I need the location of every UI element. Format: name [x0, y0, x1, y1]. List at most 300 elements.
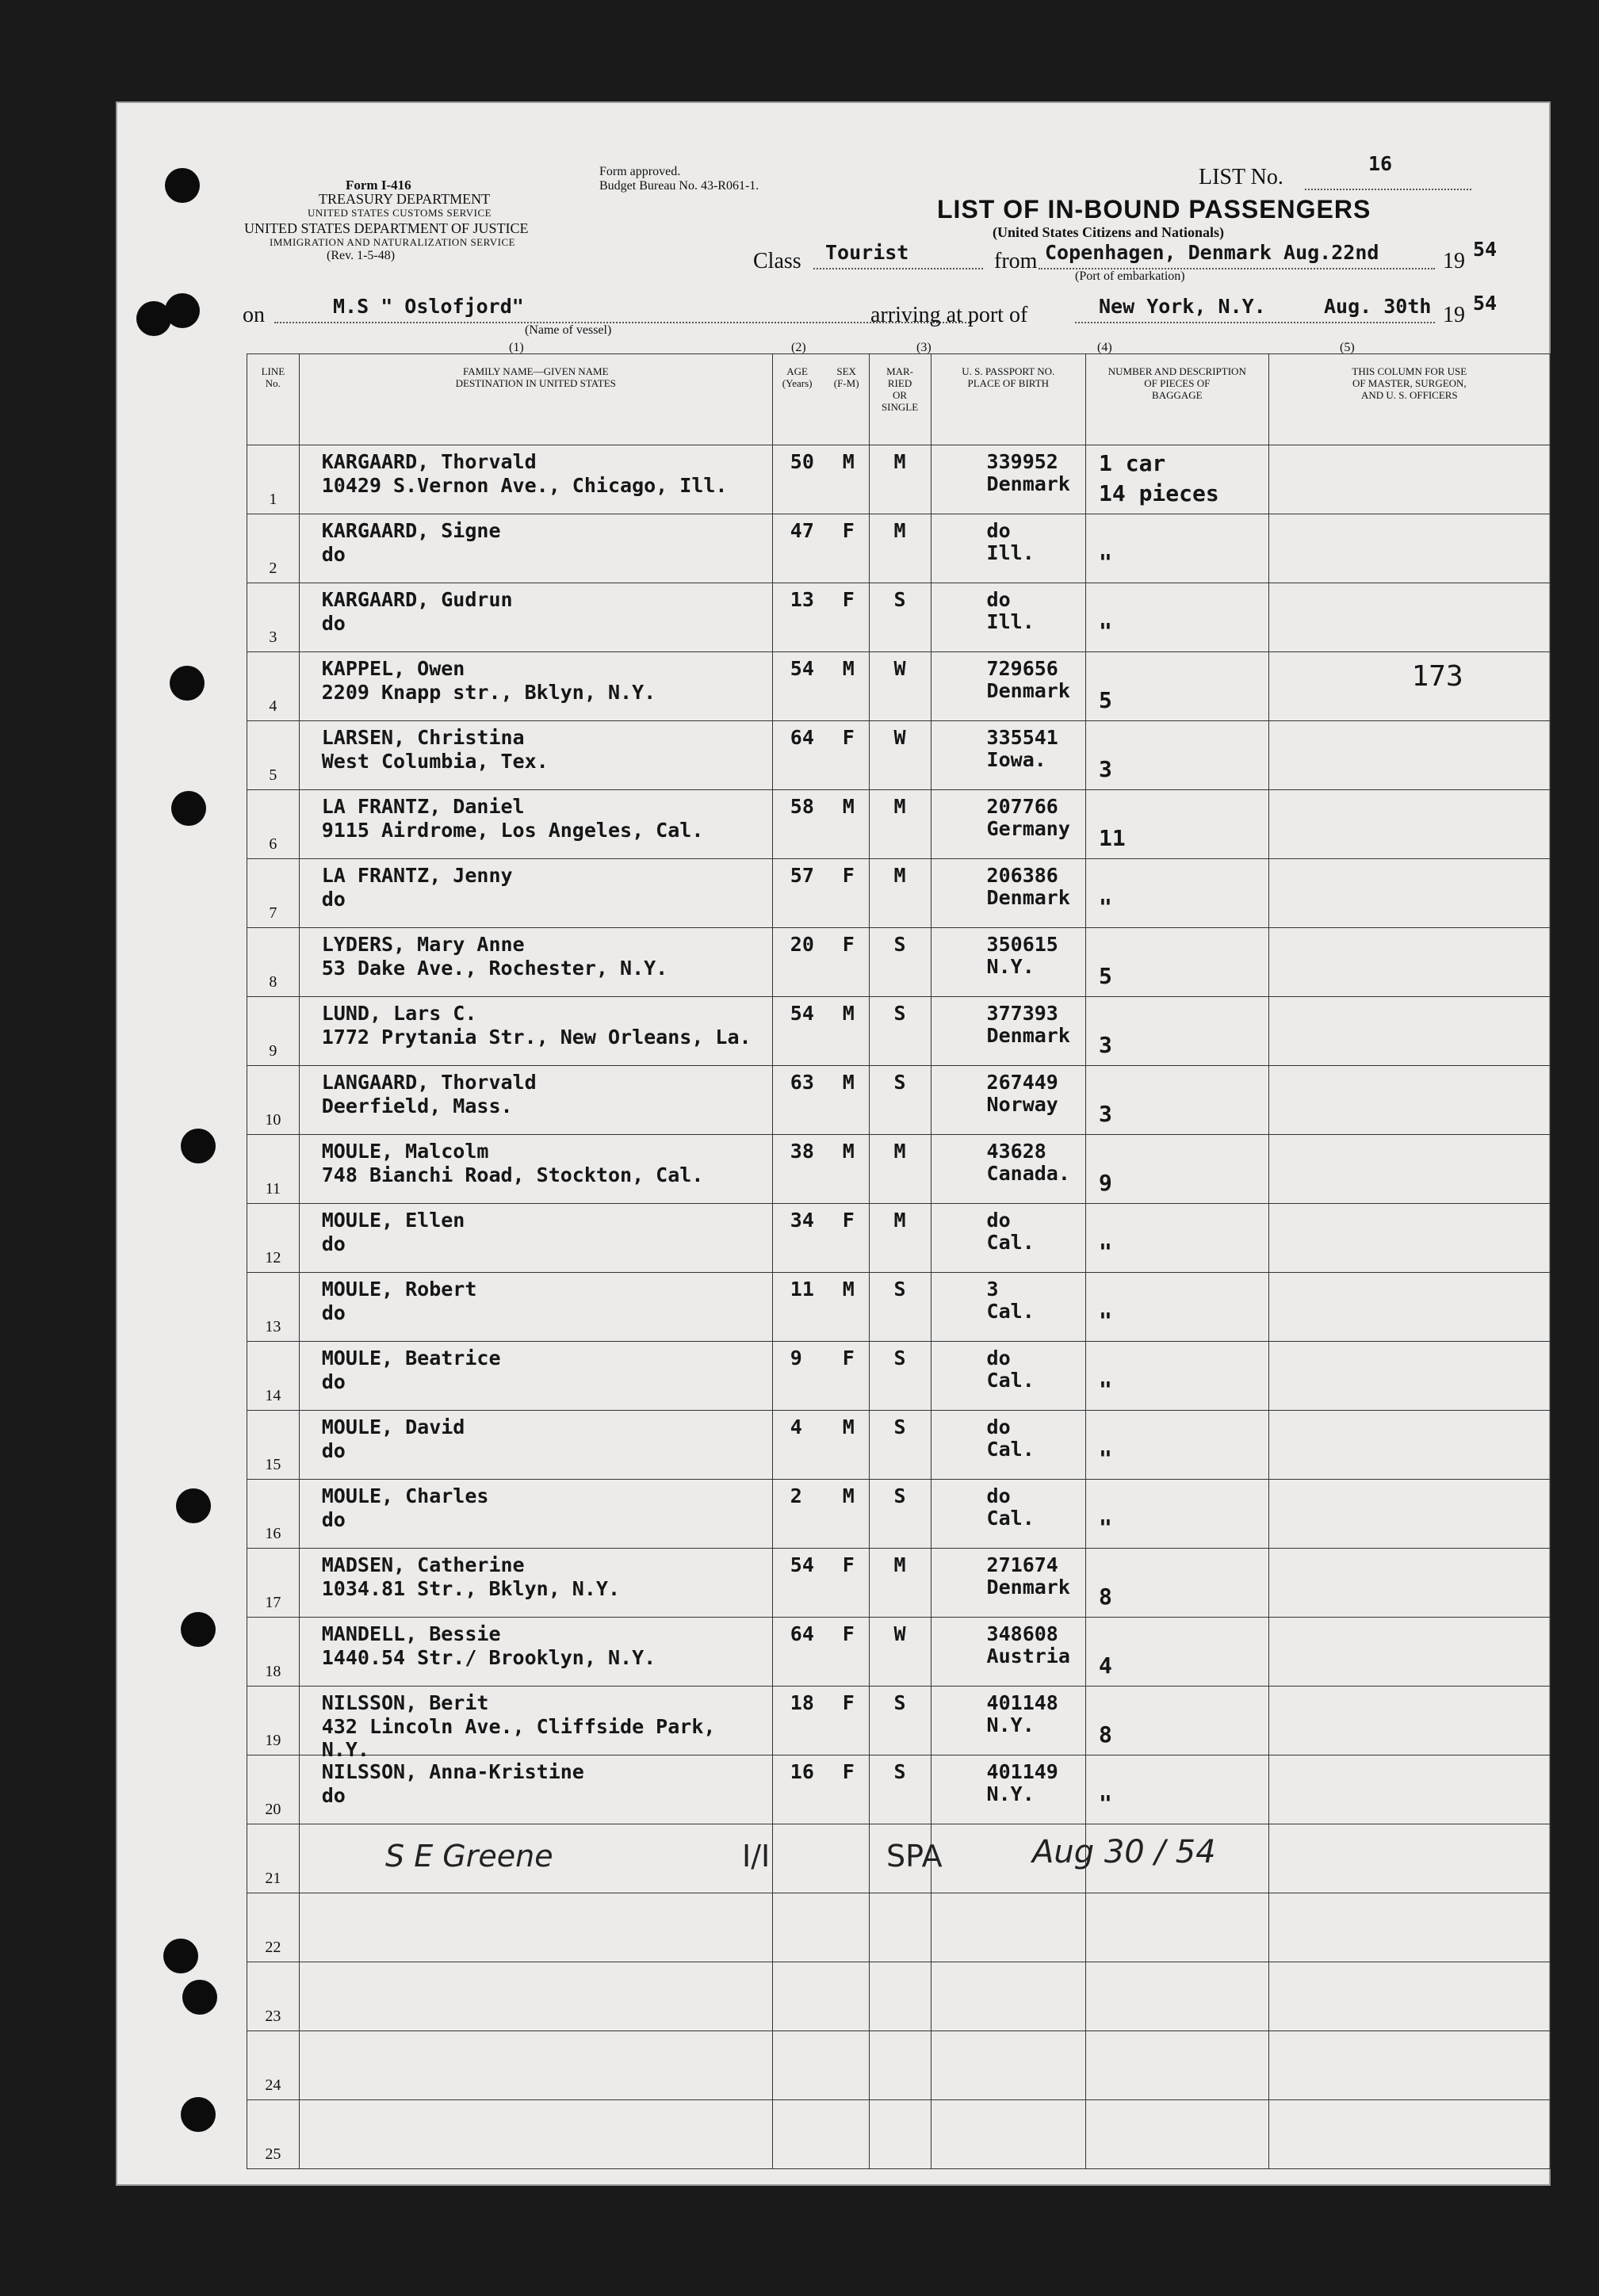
- binder-hole: [171, 791, 206, 826]
- line-number: 2: [247, 514, 300, 583]
- arrival-year-value: 54: [1473, 292, 1498, 315]
- passenger-destination: 10429 S.Vernon Ave., Chicago, Ill.: [321, 474, 728, 497]
- passport-number: do: [986, 519, 1011, 542]
- marital-status: S: [893, 1691, 906, 1714]
- passport-cell: [931, 1618, 1085, 1687]
- marital-status: M: [893, 795, 906, 818]
- place-of-birth: N.Y.: [986, 955, 1035, 978]
- name-cell: [299, 1549, 772, 1618]
- passport-cell: [931, 1135, 1085, 1204]
- passport-cell: [931, 652, 1085, 721]
- header-passport-text: U. S. PASSPORT NO. PLACE OF BIRTH: [962, 365, 1055, 389]
- marital-cell: [869, 514, 931, 583]
- baggage-cell: [1086, 1066, 1269, 1135]
- marital-cell: [869, 928, 931, 997]
- name-cell: [299, 1273, 772, 1342]
- name-cell: [299, 1687, 772, 1761]
- passenger-destination: 9115 Airdrome, Los Angeles, Cal.: [321, 819, 704, 842]
- table-row: [247, 1411, 1551, 1480]
- from-year-prefix: 19: [1443, 249, 1465, 273]
- immigration-service: IMMIGRATION AND NATURALIZATION SERVICE: [270, 236, 516, 248]
- vessel-underline: [274, 320, 972, 323]
- officers-cell: [1268, 928, 1550, 997]
- marital-status: M: [893, 519, 906, 542]
- passenger-name: LA FRANTZ, Daniel: [321, 795, 525, 818]
- line-number: 9: [247, 997, 300, 1066]
- class-label: Class: [753, 249, 801, 273]
- baggage-cell: [1086, 1204, 1269, 1273]
- passenger-name: LANGAARD, Thorvald: [321, 1071, 537, 1094]
- baggage-cell: [1086, 1755, 1269, 1824]
- line-number: 24: [247, 2031, 300, 2100]
- place-of-birth: Iowa.: [986, 748, 1046, 771]
- passenger-name: KAPPEL, Owen: [321, 657, 465, 680]
- document-page: [116, 101, 1551, 2186]
- passport-cell: [931, 859, 1085, 928]
- name-cell: [299, 2100, 772, 2169]
- marital-cell: [869, 1618, 931, 1687]
- passenger-name: KARGAARD, Signe: [321, 519, 501, 542]
- officers-cell: [1268, 1480, 1550, 1549]
- baggage-line-2: ": [1099, 1515, 1112, 1541]
- marital-cell: [869, 1273, 931, 1342]
- age-sex-cell: [772, 445, 869, 514]
- col-num-4: (4): [1097, 341, 1112, 354]
- passenger-name: MOULE, Ellen: [321, 1209, 465, 1232]
- passenger-age: 11: [790, 1278, 814, 1301]
- name-cell: [299, 721, 772, 790]
- name-cell: [299, 514, 772, 583]
- arrival-date: Aug. 30th: [1324, 295, 1432, 318]
- name-cell: [299, 997, 772, 1066]
- place-of-birth: Germany: [986, 817, 1070, 840]
- place-of-birth: Denmark: [986, 1024, 1070, 1047]
- passenger-name: LYDERS, Mary Anne: [321, 933, 525, 956]
- passenger-sex: F: [842, 864, 855, 887]
- line-number: 12: [247, 1204, 300, 1273]
- baggage-line-2: 5: [1099, 687, 1112, 713]
- passenger-name: MOULE, Beatrice: [321, 1347, 501, 1370]
- baggage-cell: [1086, 928, 1269, 997]
- marital-cell: [869, 997, 931, 1066]
- passport-number: 207766: [986, 795, 1058, 818]
- line-number: 25: [247, 2100, 300, 2169]
- marital-cell: [869, 1411, 931, 1480]
- marital-status: W: [893, 657, 906, 680]
- passport-cell: [931, 928, 1085, 997]
- age-sex-cell: [772, 790, 869, 859]
- place-of-birth: Austria: [986, 1645, 1070, 1668]
- baggage-cell: [1086, 1618, 1269, 1687]
- table-row: [247, 1342, 1551, 1411]
- passenger-sex: F: [842, 1622, 855, 1645]
- line-number: 17: [247, 1549, 300, 1618]
- marital-cell: [869, 445, 931, 514]
- binder-hole: [182, 1980, 217, 2015]
- header-sex-text: SEX (F-M): [833, 365, 859, 389]
- passenger-name: MOULE, Charles: [321, 1484, 489, 1507]
- justice-department: UNITED STATES DEPARTMENT OF JUSTICE: [244, 220, 529, 236]
- passport-number: 43628: [986, 1140, 1046, 1163]
- line-number: 18: [247, 1618, 300, 1687]
- passenger-sex: M: [842, 1415, 855, 1438]
- marital-status: S: [893, 1071, 906, 1094]
- passport-cell: [931, 1066, 1085, 1135]
- passport-number: 350615: [986, 933, 1058, 956]
- passenger-age: 18: [790, 1691, 814, 1714]
- arrival-underline: [1075, 320, 1435, 323]
- passport-cell: [931, 1687, 1085, 1755]
- age-sex-cell: [772, 1273, 869, 1342]
- marital-cell: [869, 652, 931, 721]
- line-number: 19: [247, 1687, 300, 1755]
- passport-cell: [931, 445, 1085, 514]
- marital-status: M: [893, 1553, 906, 1576]
- officers-cell: [1268, 1893, 1550, 1962]
- passport-number: 267449: [986, 1071, 1058, 1094]
- table-header-row: [247, 354, 1551, 445]
- place-of-birth: N.Y.: [986, 1713, 1035, 1736]
- passport-cell: [931, 1342, 1085, 1411]
- table-row: [247, 1755, 1551, 1824]
- passenger-age: 4: [790, 1415, 802, 1438]
- table-row: [247, 1687, 1551, 1755]
- officers-cell: [1268, 445, 1550, 514]
- line-number: 4: [247, 652, 300, 721]
- passport-cell: [931, 1411, 1085, 1480]
- passenger-sex: F: [842, 1553, 855, 1576]
- passenger-destination: Deerfield, Mass.: [321, 1095, 513, 1117]
- col-num-1: (1): [509, 341, 524, 354]
- baggage-line-2: 5: [1099, 963, 1112, 989]
- table-row: [247, 859, 1551, 928]
- baggage-line-2: 3: [1099, 1101, 1112, 1127]
- passenger-name: KARGAARD, Gudrun: [321, 588, 513, 611]
- passport-number: 271674: [986, 1553, 1058, 1576]
- header-line-no: [247, 354, 300, 445]
- passenger-sex: M: [842, 795, 855, 818]
- marital-cell: [869, 1549, 931, 1618]
- passenger-destination: 1772 Prytania Str., New Orleans, La.: [321, 1026, 752, 1049]
- name-cell: [299, 1204, 772, 1273]
- age-sex-cell: [772, 1755, 869, 1824]
- marital-cell: [869, 721, 931, 790]
- passenger-destination: West Columbia, Tex.: [321, 750, 549, 773]
- officers-cell: [1268, 1342, 1550, 1411]
- passenger-destination: 2209 Knapp str., Bklyn, N.Y.: [321, 681, 656, 704]
- passenger-sex: M: [842, 1002, 855, 1025]
- table-row: [247, 652, 1551, 721]
- col-num-3: (3): [916, 341, 931, 354]
- line-number: 3: [247, 583, 300, 652]
- marital-status: S: [893, 1278, 906, 1301]
- officers-cell: [1268, 790, 1550, 859]
- passport-cell: [931, 997, 1085, 1066]
- passport-cell: [931, 514, 1085, 583]
- passport-cell: [931, 1273, 1085, 1342]
- baggage-cell: [1086, 1549, 1269, 1618]
- place-of-birth: Denmark: [986, 472, 1070, 495]
- header-age-sex: [772, 354, 869, 445]
- passenger-name: KARGAARD, Thorvald: [321, 450, 537, 473]
- passenger-name: MANDELL, Bessie: [321, 1622, 501, 1645]
- passport-cell: [931, 1204, 1085, 1273]
- table-row: [247, 1135, 1551, 1204]
- baggage-line-2: ": [1099, 1790, 1112, 1817]
- passport-number: 377393: [986, 1002, 1058, 1025]
- place-of-birth: Cal.: [986, 1507, 1035, 1530]
- table-row: [247, 1549, 1551, 1618]
- passenger-age: 34: [790, 1209, 814, 1232]
- passenger-destination: do: [321, 1784, 346, 1807]
- officers-cell: [1268, 1824, 1550, 1893]
- passenger-sex: F: [842, 588, 855, 611]
- marital-cell: [869, 1480, 931, 1549]
- age-sex-cell: [772, 1824, 869, 1893]
- passenger-sex: M: [842, 1071, 855, 1094]
- passenger-destination: do: [321, 1301, 346, 1324]
- age-sex-cell: [772, 1342, 869, 1411]
- baggage-cell: [1086, 1411, 1269, 1480]
- class-value: Tourist: [825, 241, 909, 264]
- passport-cell: [931, 721, 1085, 790]
- passenger-name: MOULE, Malcolm: [321, 1140, 489, 1163]
- name-cell: [299, 2031, 772, 2100]
- vessel-caption: (Name of vessel): [525, 323, 612, 337]
- age-sex-cell: [772, 1687, 869, 1755]
- officers-cell: [1268, 583, 1550, 652]
- marital-cell: [869, 1135, 931, 1204]
- passport-number: 3: [986, 1278, 999, 1301]
- marital-cell: [869, 2031, 931, 2100]
- officers-cell: [1268, 1618, 1550, 1687]
- name-cell: [299, 1135, 772, 1204]
- passenger-age: 64: [790, 726, 814, 749]
- officers-cell: [1268, 1066, 1550, 1135]
- age-sex-cell: [772, 583, 869, 652]
- baggage-cell: [1086, 997, 1269, 1066]
- marital-status: M: [893, 864, 906, 887]
- baggage-line-2: 3: [1099, 756, 1112, 782]
- line-number: 5: [247, 721, 300, 790]
- table-row: [247, 514, 1551, 583]
- marital-status: M: [893, 1209, 906, 1232]
- form-revision: (Rev. 1-5-48): [327, 249, 396, 262]
- marital-status: S: [893, 933, 906, 956]
- passenger-sex: F: [842, 1347, 855, 1370]
- binder-hole: [181, 1612, 216, 1647]
- passenger-destination: do: [321, 1439, 346, 1462]
- header-age-text: AGE (Years): [782, 365, 813, 389]
- baggage-line-2: 14 pieces: [1099, 480, 1219, 506]
- passenger-destination: 1440.54 Str./ Brooklyn, N.Y.: [321, 1646, 656, 1669]
- line-number: 15: [247, 1411, 300, 1480]
- port-embarkation-caption: (Port of embarkation): [1075, 269, 1185, 283]
- passport-cell: [931, 2100, 1085, 2169]
- from-value: Copenhagen, Denmark Aug.22nd: [1045, 241, 1379, 264]
- class-underline: [813, 266, 983, 269]
- passport-number: 335541: [986, 726, 1058, 749]
- passenger-sex: F: [842, 519, 855, 542]
- age-sex-cell: [772, 1066, 869, 1135]
- place-of-birth: N.Y.: [986, 1782, 1035, 1805]
- passport-number: do: [986, 1347, 1011, 1370]
- age-sex-cell: [772, 1204, 869, 1273]
- passenger-sex: M: [842, 657, 855, 680]
- passenger-age: 57: [790, 864, 814, 887]
- officers-cell: [1268, 2031, 1550, 2100]
- passport-cell: [931, 1480, 1085, 1549]
- marital-cell: [869, 1755, 931, 1824]
- passport-cell: [931, 2031, 1085, 2100]
- baggage-cell: [1086, 790, 1269, 859]
- age-sex-cell: [772, 1893, 869, 1962]
- name-cell: [299, 445, 772, 514]
- name-cell: [299, 928, 772, 997]
- marital-status: W: [893, 726, 906, 749]
- passenger-sex: M: [842, 1484, 855, 1507]
- binder-hole: [163, 1939, 198, 1973]
- officers-cell: [1268, 1755, 1550, 1824]
- marital-cell: [869, 1893, 931, 1962]
- passenger-age: 58: [790, 795, 814, 818]
- place-of-birth: Denmark: [986, 679, 1070, 702]
- officers-cell: [1268, 2100, 1550, 2169]
- passenger-age: 63: [790, 1071, 814, 1094]
- officers-cell: [1268, 997, 1550, 1066]
- passport-cell: [931, 1962, 1085, 2031]
- marital-status: W: [893, 1622, 906, 1645]
- name-cell: [299, 1755, 772, 1824]
- name-cell: [299, 1893, 772, 1962]
- age-sex-cell: [772, 1618, 869, 1687]
- line-number: 6: [247, 790, 300, 859]
- officers-cell: [1268, 514, 1550, 583]
- officers-cell: [1268, 1204, 1550, 1273]
- passenger-age: 9: [790, 1347, 802, 1370]
- marital-cell: [869, 1962, 931, 2031]
- passenger-destination: 53 Dake Ave., Rochester, N.Y.: [321, 957, 668, 980]
- baggage-line-2: 11: [1099, 825, 1126, 851]
- table-row: [247, 928, 1551, 997]
- marital-cell: [869, 1342, 931, 1411]
- from-year-value: 54: [1473, 238, 1498, 261]
- passenger-sex: M: [842, 450, 855, 473]
- place-of-birth: Cal.: [986, 1231, 1035, 1254]
- passenger-destination: do: [321, 543, 346, 566]
- name-cell: [299, 790, 772, 859]
- baggage-line-1: 1 car: [1099, 450, 1166, 476]
- age-sex-cell: [772, 1549, 869, 1618]
- header-married: [869, 354, 931, 445]
- age-sex-cell: [772, 859, 869, 928]
- passenger-age: 38: [790, 1140, 814, 1163]
- signature-code: SPA: [886, 1839, 943, 1874]
- arriving-port: New York, N.Y.: [1099, 295, 1266, 318]
- officers-cell: [1268, 1273, 1550, 1342]
- passenger-sex: M: [842, 1278, 855, 1301]
- baggage-line-2: ": [1099, 894, 1112, 920]
- header-officers: [1268, 354, 1550, 445]
- passenger-destination: 432 Lincoln Ave., Cliffside Park, N.Y.: [321, 1715, 716, 1761]
- passenger-age: 13: [790, 588, 814, 611]
- marital-status: S: [893, 588, 906, 611]
- passenger-destination: do: [321, 888, 346, 911]
- age-sex-cell: [772, 2100, 869, 2169]
- passenger-name: NILSSON, Berit: [321, 1691, 489, 1714]
- col-num-2: (2): [791, 341, 806, 354]
- passenger-destination: do: [321, 1508, 346, 1531]
- header-married-text: MAR- RIED OR SINGLE: [881, 365, 919, 413]
- marital-cell: [869, 583, 931, 652]
- officers-cell: [1268, 1687, 1550, 1755]
- officers-cell: [1268, 652, 1550, 721]
- baggage-cell: [1086, 445, 1269, 514]
- place-of-birth: Ill.: [986, 541, 1035, 564]
- list-no-value: 16: [1368, 152, 1393, 175]
- list-no-underline: [1305, 187, 1471, 190]
- name-cell: [299, 583, 772, 652]
- passenger-name: MOULE, David: [321, 1415, 465, 1438]
- place-of-birth: Cal.: [986, 1369, 1035, 1392]
- baggage-cell: [1086, 1687, 1269, 1755]
- form-subtitle: (United States Citizens and Nationals): [993, 224, 1225, 240]
- passport-number: 339952: [986, 450, 1058, 473]
- table-row: [247, 1618, 1551, 1687]
- passenger-age: 16: [790, 1760, 814, 1783]
- marital-cell: [869, 1066, 931, 1135]
- marital-cell: [869, 859, 931, 928]
- age-sex-cell: [772, 1962, 869, 2031]
- passenger-destination: do: [321, 1232, 346, 1255]
- age-sex-cell: [772, 1480, 869, 1549]
- passport-number: 401149: [986, 1760, 1058, 1783]
- passport-number: 729656: [986, 657, 1058, 680]
- marital-status: S: [893, 1002, 906, 1025]
- line-number: 1: [247, 445, 300, 514]
- header-baggage: [1086, 354, 1269, 445]
- table-row: [247, 583, 1551, 652]
- form-title: LIST OF IN-BOUND PASSENGERS: [937, 195, 1371, 223]
- binder-hole: [170, 666, 205, 701]
- baggage-line-2: ": [1099, 1377, 1112, 1403]
- baggage-cell: [1086, 1342, 1269, 1411]
- header-baggage-text: NUMBER AND DESCRIPTION OF PIECES OF BAGGAGE: [1107, 365, 1246, 401]
- table-row: [247, 721, 1551, 790]
- passenger-age: 50: [790, 450, 814, 473]
- marital-cell: [869, 790, 931, 859]
- passenger-age: 54: [790, 1553, 814, 1576]
- baggage-line-2: 8: [1099, 1584, 1112, 1610]
- arrival-year-prefix: 19: [1443, 303, 1465, 327]
- passenger-age: 20: [790, 933, 814, 956]
- passenger-sex: F: [842, 726, 855, 749]
- passenger-sex: F: [842, 1691, 855, 1714]
- line-number: 11: [247, 1135, 300, 1204]
- baggage-cell: [1086, 1893, 1269, 1962]
- line-number: 16: [247, 1480, 300, 1549]
- baggage-cell: [1086, 2100, 1269, 2169]
- age-sex-cell: [772, 652, 869, 721]
- on-label: on: [243, 303, 265, 327]
- marital-cell: [869, 1687, 931, 1755]
- officers-cell: [1268, 1962, 1550, 2031]
- list-no-label: LIST No.: [1199, 165, 1283, 189]
- place-of-birth: Ill.: [986, 610, 1035, 633]
- name-cell: [299, 1066, 772, 1135]
- baggage-cell: [1086, 583, 1269, 652]
- passport-cell: [931, 790, 1085, 859]
